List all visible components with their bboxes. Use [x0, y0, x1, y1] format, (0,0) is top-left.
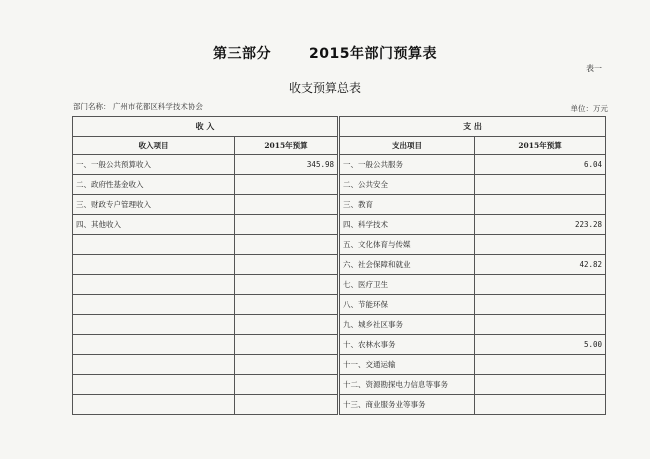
table-subtitle: 收支预算总表: [288, 81, 361, 95]
income-item-cell: 四、其他收入: [73, 215, 235, 235]
income-item-cell: [73, 295, 235, 315]
income-item-cell: [73, 275, 235, 295]
expense-budget-cell: 5.00: [475, 335, 606, 355]
income-item-cell: 二、政府性基金收入: [73, 175, 235, 195]
expense-budget-cell: [475, 295, 606, 315]
income-item-cell: 三、财政专户管理收入: [73, 195, 235, 215]
income-budget-header: 2015年预算: [235, 137, 339, 155]
table-row: [73, 235, 606, 255]
expense-budget-cell: [475, 275, 606, 295]
table-row: [73, 395, 606, 415]
income-budget-cell: [235, 275, 339, 295]
expense-budget-cell: [475, 195, 606, 215]
column-header-row: [73, 137, 606, 155]
expense-item-header: 支出项目: [339, 137, 475, 155]
expense-item-cell: 九、城乡社区事务: [339, 315, 475, 335]
income-item-cell: [73, 235, 235, 255]
table-row: [73, 355, 606, 375]
income-item-cell: [73, 375, 235, 395]
expense-budget-cell: 223.28: [475, 215, 606, 235]
table-row: [73, 255, 606, 275]
expense-item-cell: 一、一般公共服务: [339, 155, 475, 175]
table-row: [73, 195, 606, 215]
expense-item-cell: 二、公共安全: [339, 175, 475, 195]
income-item-cell: [73, 315, 235, 335]
page-title: [0, 43, 650, 63]
expense-budget-cell: [475, 375, 606, 395]
income-item-cell: [73, 395, 235, 415]
expense-item-cell: 八、节能环保: [339, 295, 475, 315]
income-budget-cell: [235, 335, 339, 355]
unit-label: 单位：万元: [570, 104, 608, 113]
expense-item-cell: 十二、资源勘探电力信息等事务: [339, 375, 475, 395]
income-budget-cell: [235, 215, 339, 235]
table-row: [73, 335, 606, 355]
table-number: 表一: [586, 64, 602, 73]
income-item-cell: [73, 355, 235, 375]
table-row: [73, 215, 606, 235]
table-row: [73, 315, 606, 335]
expense-item-cell: 七、医疗卫生: [339, 275, 475, 295]
table-row: [73, 155, 606, 175]
income-item-cell: [73, 335, 235, 355]
department-name: 部门名称： 广州市花都区科学技术协会: [73, 102, 203, 111]
income-budget-cell: [235, 175, 339, 195]
expense-budget-cell: [475, 235, 606, 255]
expense-section-header: 支 出: [339, 117, 606, 137]
table-row: [73, 375, 606, 395]
income-budget-cell: [235, 375, 339, 395]
expense-budget-header: 2015年预算: [475, 137, 606, 155]
expense-item-cell: 四、科学技术: [339, 215, 475, 235]
expense-budget-cell: [475, 175, 606, 195]
expense-item-cell: 十、农林水事务: [339, 335, 475, 355]
expense-budget-cell: 42.82: [475, 255, 606, 275]
income-item-cell: [73, 255, 235, 275]
income-budget-cell: 345.98: [235, 155, 339, 175]
part-label: 第三部分: [213, 46, 272, 62]
income-budget-cell: [235, 395, 339, 415]
table-row: [73, 295, 606, 315]
expense-item-cell: 六、社会保障和就业: [339, 255, 475, 275]
income-budget-cell: [235, 255, 339, 275]
income-budget-cell: [235, 315, 339, 335]
section-header-row: [73, 117, 606, 137]
income-item-header: 收入项目: [73, 137, 235, 155]
income-budget-cell: [235, 355, 339, 375]
table-row: [73, 175, 606, 195]
income-section-header: 收 入: [73, 117, 339, 137]
expense-item-cell: 十三、商业服务业等事务: [339, 395, 475, 415]
expense-budget-cell: [475, 315, 606, 335]
title-text: 2015年部门预算表: [309, 46, 437, 62]
income-item-cell: 一、一般公共预算收入: [73, 155, 235, 175]
income-budget-cell: [235, 195, 339, 215]
income-budget-cell: [235, 295, 339, 315]
expense-budget-cell: [475, 395, 606, 415]
budget-table: [72, 116, 606, 415]
expense-item-cell: 五、文化体育与传媒: [339, 235, 475, 255]
expense-item-cell: 三、教育: [339, 195, 475, 215]
expense-budget-cell: [475, 355, 606, 375]
table-row: [73, 275, 606, 295]
expense-budget-cell: 6.04: [475, 155, 606, 175]
expense-item-cell: 十一、交通运输: [339, 355, 475, 375]
income-budget-cell: [235, 235, 339, 255]
